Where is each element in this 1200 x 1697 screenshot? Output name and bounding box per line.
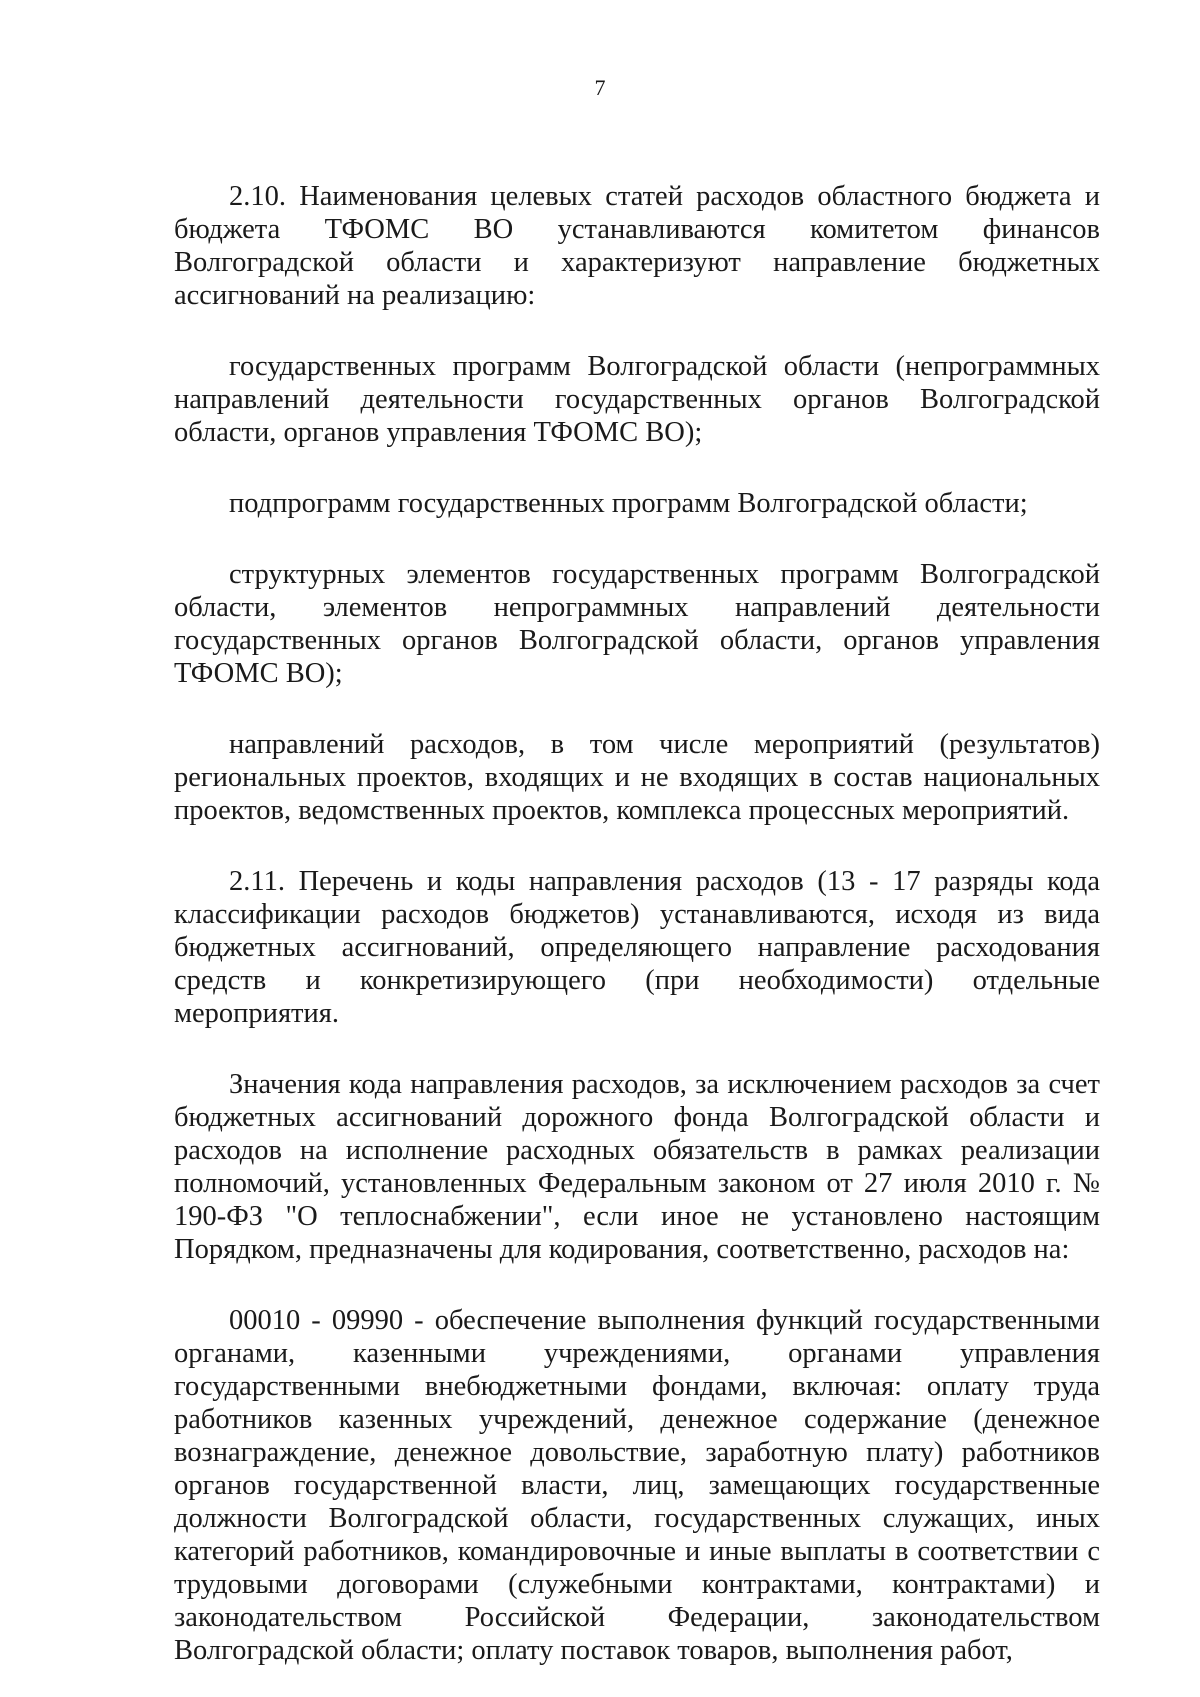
paragraph-state-programs: государственных программ Волгоградской области (непрограммных направлений деятельности государственных органов Волгоградской области, органов управления ТФОМС ВО); [174,351,1100,448]
page-number: 7 [594,75,606,100]
paragraph-subprograms: подпрограмм государственных программ Волгоградской области; [229,488,1028,519]
paragraph-structural-elements: структурных элементов государственных программ Волгоградской области, элементов непрограммных направлений деятельности государственных органов Волгоградской области, органов управления ТФОМС ВО); [174,559,1100,689]
paragraph-expense-directions: направлений расходов, в том числе мероприятий (результатов) региональных проектов, входящих и не входящих в состав национальных проектов, ведомственных проектов, комплекса процессных мероприятий. [174,729,1100,826]
paragraph-2-11: 2.11. Перечень и коды направления расходов (13 - 17 разряды кода классификации расходов бюджетов) устанавливаются, исходя из вида бюджетных ассигнований, определяющего направление расходования средств и конкретизирующего (при необходимости) отдельные мероприятия. [174,866,1100,1029]
paragraph-code-range: 00010 - 09990 - обеспечение выполнения функций государственными органами, казенными учреждениями, органами управления государственными внебюджетными фондами, включая: оплату труда работников казенных учреждений, денежное содержание (денежное вознаграждение, денежное довольствие, заработную плату) работников органов государственной власти, лиц, замещающих государственные должности Волгоградской области, государственных служащих, иных категорий работников, командировочные и иные выплаты в соответствии с трудовыми договорами (служебными контрактами, контрактами) и законодательством Российской Федерации, законодательством Волгоградской области; оплату поставок товаров, выполнения работ, [174,1305,1100,1666]
document-body [174,180,1100,1667]
paragraph-code-values: Значения кода направления расходов, за исключением расходов за счет бюджетных ассигнований дорожного фонда Волгоградской области и расходов на исполнение расходных обязательств в рамках реализации полномочий, установленных Федеральным законом от 27 июля 2010 г. № 190-ФЗ "О теплоснабжении", если иное не установлено настоящим Порядком, предназначены для кодирования, соответственно, расходов на: [174,1069,1100,1265]
paragraph-2-10: 2.10. Наименования целевых статей расходов областного бюджета и бюджета ТФОМС ВО устанавливаются комитетом финансов Волгоградской области и характеризуют направление бюджетных ассигнований на реализацию: [174,181,1100,311]
